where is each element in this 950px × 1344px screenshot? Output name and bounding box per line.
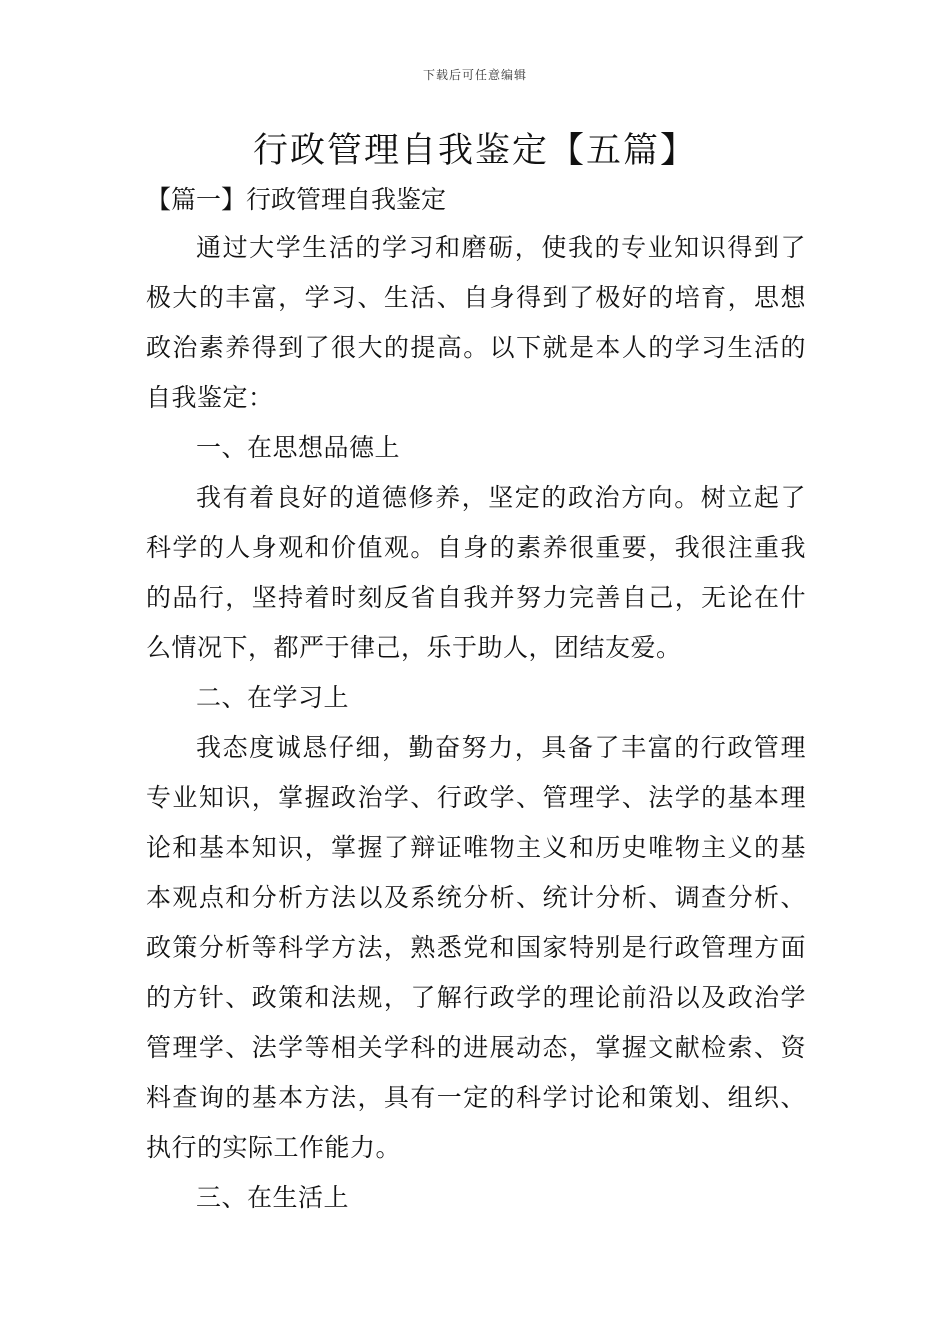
document-title: 行政管理自我鉴定【五篇】 [252,131,697,171]
subheading-study: 二、在学习上 [196,683,350,712]
paragraph-ideology: 我有着良好的道德修养，坚定的政治方向。树立起了科学的人身观和价值观。自身的素养很重要，我很注重我的品行，坚持着时刻反省自我并努力完善自己，无论在什么情况下，都严于律己，乐于助人，团结友爱。 [146,483,806,662]
subheading-ideology: 一、在思想品德上 [196,433,401,462]
subheading-life: 三、在生活上 [196,1183,350,1212]
document-body [146,223,806,1223]
header-note: 下载后可任意编辑 [422,68,527,82]
paragraph-study: 我态度诚恳仔细，勤奋努力，具备了丰富的行政管理专业知识，掌握政治学、行政学、管理学、法学的基本理论和基本知识，掌握了辩证唯物主义和历史唯物主义的基本观点和分析方法以及系统分析、统计分析、调查分析、政策分析等科学方法，熟悉党和国家特别是行政管理方面的方针、政策和法规，了解行政学的理论前沿以及政治学管理学、法学等相关学科的进展动态，掌握文献检索、资料查询的基本方法，具有一定的科学讨论和策划、组织、执行的实际工作能力。 [146,733,806,1162]
paragraph-intro: 通过大学生活的学习和磨砺，使我的专业知识得到了极大的丰富，学习、生活、自身得到了极好的培育，思想政治素养得到了很大的提高。以下就是本人的学习生活的自我鉴定： [146,233,806,412]
section-heading: 【篇一】行政管理自我鉴定 [146,185,447,214]
